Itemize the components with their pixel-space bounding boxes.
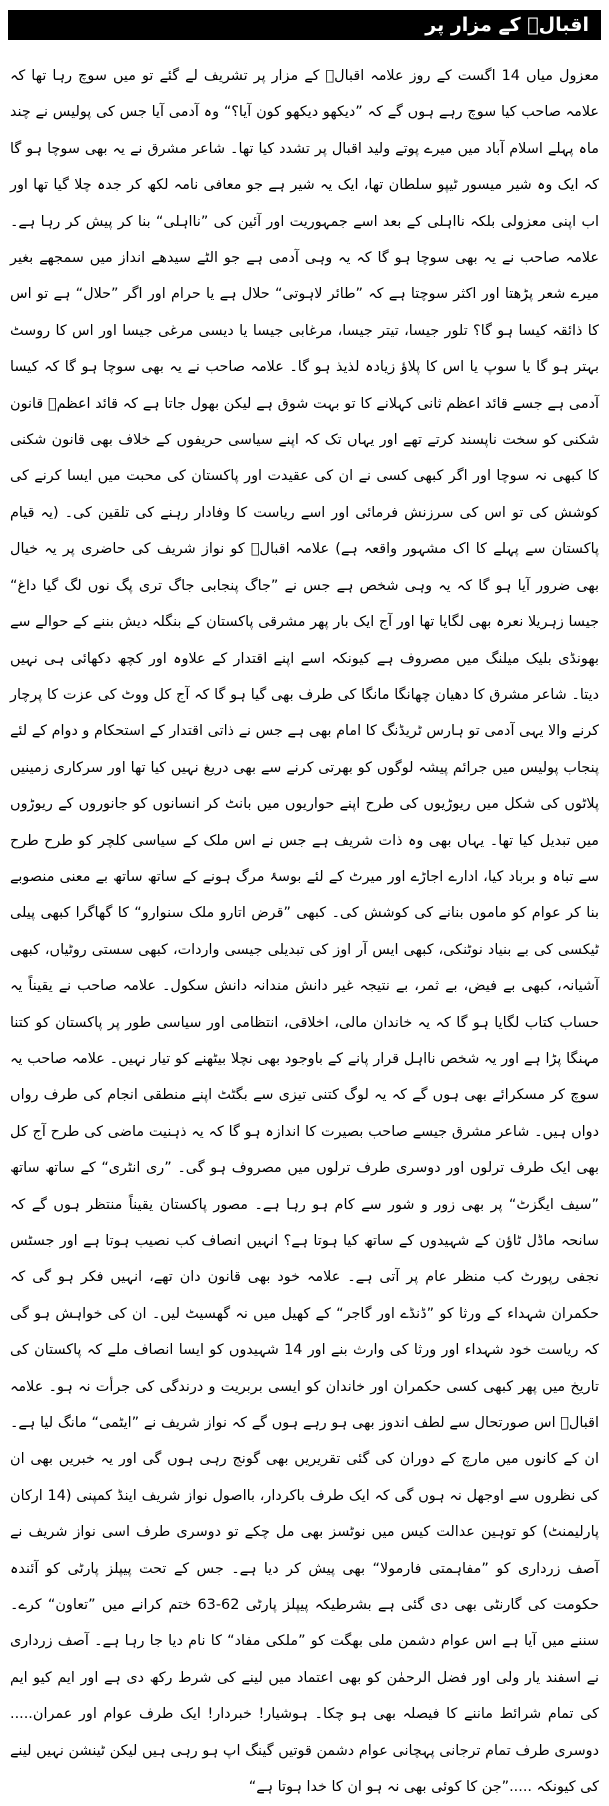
article-title: اقبالؒ کے مزار پر xyxy=(8,10,601,40)
article-paragraph: معزول میاں 14 اگست کے روز علامہ اقبالؒ کے مزار پر تشریف لے گئے تو میں سوچ رہا تھا کہ علامہ صاحب کیا سوچ رہے ہوں گے کہ ”دیکھو دیکھو کون آیا؟“ وہ آدمی آیا جس کی پولیس نے چند ماہ پہلے اسلام آباد میں میرے پوتے ولید اقبال پر تشدد کیا تھا۔ شاعر مشرق نے یہ بھی سوچا ہو گا کہ ایک وہ شیر میسور ٹیپو سلطان تھا، ایک یہ شیر ہے جو معافی نامہ لکھ کر جدہ چلا گیا تھا اور اب اپنی معزولی بلکہ نااہلی کے بعد اسے جمہوریت اور آئین کی ”نااہلی“ بنا کر پیش کر رہا ہے۔ علامہ صاحب نے یہ بھی سوچا ہو گا کہ یہ وہی آدمی ہے جو الٹے سیدھے انداز میں سمجھے بغیر میرے شعر پڑھتا اور اکثر سوچتا ہے کہ ”طائر لاہوتی“ حلال ہے یا حرام اور اگر ”حلال“ ہے تو اس کا ذائقہ کیسا ہو گا؟ تلور جیسا، تیتر جیسا، مرغابی جیسا یا دیسی مرغی جیسا اور اس کا روسٹ بہتر ہو گا یا سوپ یا اس کا پلاؤ زیادہ لذیذ ہو گا۔ علامہ صاحب نے یہ بھی سوچا ہو گا کہ کیسا آدمی ہے جسے قائد اعظم ثانی کہلانے کا تو بہت شوق ہے لیکن بھول جاتا ہے کہ قائد اعظمؒ قانون شکنی کو سخت ناپسند کرتے تھے اور یہاں تک کہ اپنے سیاسی حریفوں کے خلاف بھی قانون شکنی کا کبھی نہ سوچا اور اگر کبھی کسی نے ان کی عقیدت اور پاکستان کی محبت میں ایسا کرنے کی کوشش کی تو اس کی سرزنش فرمائی اور اسے ریاست کا وفادار رہنے کی تلقین کی۔ (یہ قیام پاکستان سے پہلے کا اک مشہور واقعہ ہے) علامہ اقبالؒ کو نواز شریف کی حاضری پر یہ خیال بھی ضرور آیا ہو گا کہ یہ وہی شخص ہے جس نے ”جاگ پنجابی جاگ تری پگ نوں لگ گیا داغ“ جیسا زہریلا نعرہ بھی لگایا تھا اور آج ایک بار پھر مشرقی پاکستان کے بنگلہ دیش بننے کے حوالے سے بھونڈی بلیک میلنگ میں مصروف ہے کیونکہ اسے اپنے اقتدار کے علاوہ اور کچھ دکھائی ہی نہیں دیتا۔ شاعر مشرق کا دھیان چھانگا مانگا کی طرف بھی گیا ہو گا کہ آج کل ووٹ کی عزت کا پرچار کرنے والا یہی آدمی تو ہارس ٹریڈنگ کا امام بھی ہے جس نے ذاتی اقتدار کے استحکام و دوام کے لئے پنجاب پولیس میں جرائم پیشہ لوگوں کو بھرتی کرنے سے بھی دریغ نہیں کیا تھا اور سرکاری زمینیں پلاٹوں کی شکل میں ریوڑیوں کی طرح اپنے حواریوں میں بانٹ کر انسانوں کو جانوروں کے ریوڑوں میں تبدیل کیا تھا۔ یہاں بھی وہ ذات شریف ہے جس نے اس ملک کے سیاسی کلچر کو طرح طرح سے تباہ و برباد کیا، ادارے اجاڑے اور میرٹ کے لئے بوسۂ مرگ ہونے کے ساتھ ساتھ بے معنی منصوبے بنا کر عوام کو ماموں بنانے کی کوشش کی۔ کبھی ”قرض اتارو ملک سنوارو“ کا گھاگرا کبھی پیلی ٹیکسی کی بے بنیاد نوٹنکی، کبھی ایس آر اوز کی تبدیلی جیسی واردات، کبھی سستی روٹیاں، کبھی آشیانہ، کبھی بے فیض، بے ثمر، بے نتیجہ غیر دانش مندانہ دانش سکول۔ علامہ صاحب نے یقیناً یہ حساب کتاب لگایا ہو گا کہ یہ خاندان مالی، اخلاقی، انتظامی اور سیاسی طور پر پاکستان کو کتنا مہنگا پڑا ہے اور یہ شخص نااہل قرار پانے کے باوجود بھی نچلا بیٹھنے کو تیار نہیں۔ علامہ صاحب یہ سوچ کر مسکرائے بھی ہوں گے کہ یہ لوگ کتنی تیزی سے بگٹٹ اپنے منطقی انجام کی طرف رواں دواں ہیں۔ شاعر مشرق جیسے صاحب بصیرت کا اندازہ ہو گا کہ یہ ذہنیت ماضی کی طرح آج کل بھی ایک طرف ترلوں اور دوسری طرف ترلوں میں مصروف ہو گی۔ ”ری انٹری“ کے ساتھ ساتھ ”سیف ایگزٹ“ پر بھی زور و شور سے کام ہو رہا ہے۔ مصور پاکستان یقیناً منتظر ہوں گے کہ سانحہ ماڈل ٹاؤن کے شہیدوں کے ساتھ کیا ہوتا ہے؟ انہیں انصاف کب نصیب ہوتا ہے اور جسٹس نجفی رپورٹ کب منظر عام پر آتی ہے۔ علامہ خود بھی قانون دان تھے، انہیں فکر ہو گی کہ حکمران شہداء کے ورثا کو ”ڈنڈے اور گاجر“ کے کھیل میں نہ گھسیٹ لیں۔ ان کی خواہش ہو گی کہ ریاست خود شہداء اور ورثا کی وارث بنے اور 14 شہیدوں کو ایسا انصاف ملے کہ پاکستان کی تاریخ میں پھر کبھی کسی حکمران اور خاندان کو ایسی بربریت و درندگی کی جرأت نہ ہو۔ علامہ اقبالؒ اس صورتحال سے لطف اندوز بھی ہو رہے ہوں گے کہ نواز شریف نے ”ایٹمی“ مانگ لیا ہے۔ ان کے کانوں میں مارچ کے دوران کی گئی تقریریں بھی گونج رہی ہوں گی اور یہ خبریں بھی ان کی نظروں سے اوجھل نہ ہوں گی کہ ایک طرف باکردار، بااصول نواز شریف اینڈ کمپنی (14 ارکان پارلیمنٹ) کو توہین عدالت کیس میں نوٹسز بھی مل چکے تو دوسری طرف اسی نواز شریف نے آصف زرداری کو ”مفاہمتی فارمولا“ بھی پیش کر دیا ہے۔ جس کے تحت پیپلز پارٹی کو آئندہ حکومت کی گارنٹی بھی دی گئی ہے بشرطیکہ پیپلز پارٹی 62-63 ختم کرانے میں ”تعاون“ کرے۔ سننے میں آیا ہے اس عوام دشمن ملی بھگت کو ”ملکی مفاد“ کا نام دیا جا رہا ہے۔ آصف زرداری نے اسفند یار ولی اور فضل الرحمٰن کو بھی اعتماد میں لینے کی شرط رکھ دی ہے اور ایم کیو ایم کی تمام شرائط ماننے کا فیصلہ بھی ہو چکا۔ ہوشیار! خبردار! ایک طرف عوام اور عمران..... دوسری طرف تمام ترجانی پہچانی عوام دشمن قوتیں گینگ اپ ہو رہی ہیں لیکن ٹینشن نہیں لینے کی کیونکہ .....”جن کا کوئی بھی نہ ہو ان کا خدا ہوتا ہے“ xyxy=(10,68,600,1796)
article-body xyxy=(8,58,601,1806)
